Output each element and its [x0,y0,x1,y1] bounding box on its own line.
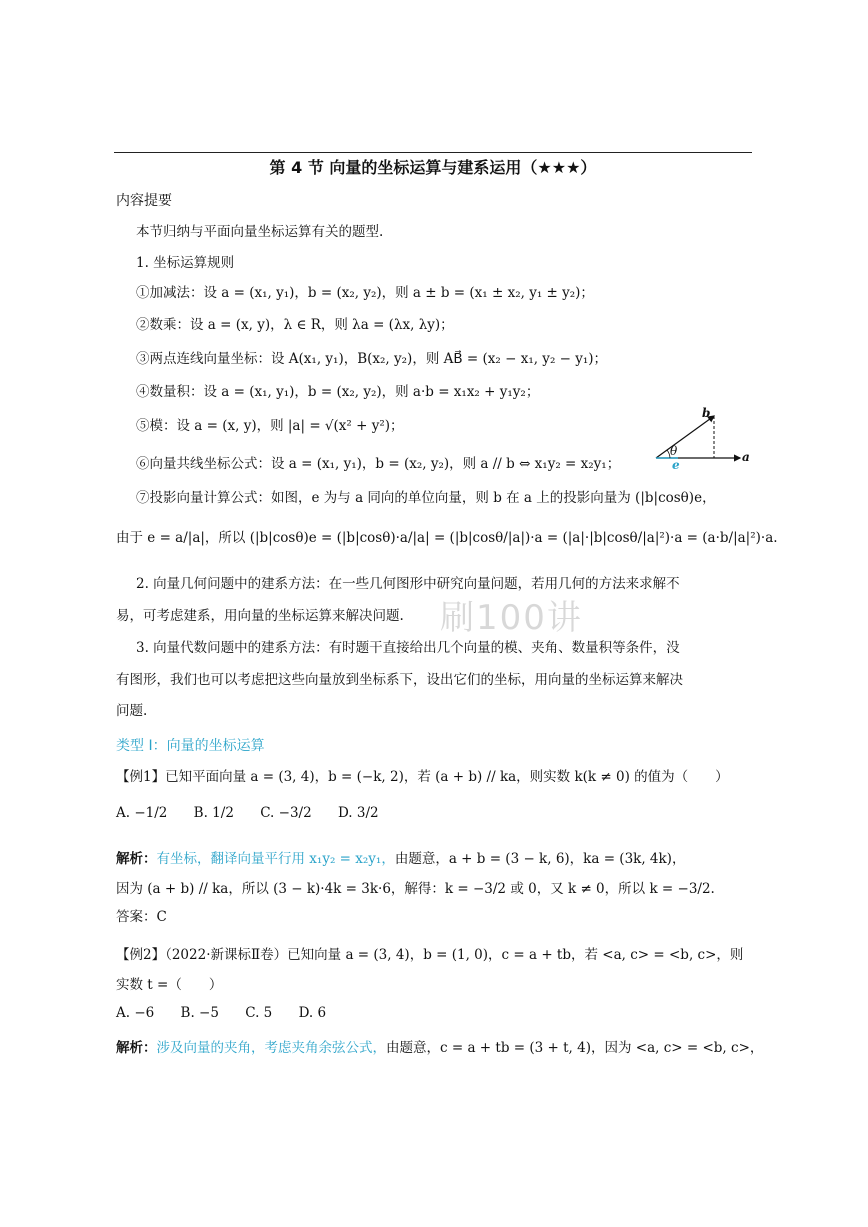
rule-projection-derivation: 由于 e = a/|a|，所以 (|b|cosθ)e = (|b|cosθ)·a/|a| = (|b|cosθ/|a|)·a = (|a|·|b|cosθ/|a|²)·a = (a·b/|a|²)·a. [116,530,778,546]
option-c: C. −3/2 [260,805,312,821]
analysis-text: 由题意，a + b = (3 − k, 6)，ka = (3k, 4k)， [394,851,686,867]
method2-line1: 2. 向量几何问题中的建系方法：在一些几何图形中研究向量问题，若用几何的方法来求解不 [136,576,680,592]
title-rule [114,152,752,153]
option-c: C. 5 [245,1005,273,1021]
rule-add-sub: ①加减法：设 a = (x₁, y₁)，b = (x₂, y₂)，则 a ± b = (x₁ ± x₂, y₁ ± y₂)； [136,285,594,301]
summary-heading: 内容提要 [116,193,172,209]
projection-figure [652,406,752,470]
example1-question: 【例1】已知平面向量 a = (3, 4)，b = (−k, 2)，若 (a + b) // ka，则实数 k(k ≠ 0) 的值为（ ） [116,769,729,785]
method3-line1: 3. 向量代数问题中的建系方法：有时题干直接给出几个向量的模、夹角、数量积等条件，没 [136,640,680,656]
rule-projection: ⑦投影向量计算公式：如图，e 为与 a 同向的单位向量，则 b 在 a 上的投影向量为 (|b|cosθ)e， [136,490,716,506]
option-b: B. −5 [180,1005,219,1021]
rule-collinear: ⑥向量共线坐标公式：设 a = (x₁, y₁)，b = (x₂, y₂)，则 a // b ⇔ x₁y₂ = x₂y₁； [136,456,621,472]
example1-analysis-line2: 因为 (a + b) // ka，所以 (3 − k)·4k = 3k·6，解得：k = −3/2 或 0，又 k ≠ 0，所以 k = −3/2. [116,881,715,897]
rule-dot-product: ④数量积：设 a = (x₁, y₁)，b = (x₂, y₂)，则 a·b = x₁x₂ + y₁y₂； [136,384,540,400]
example2-options [116,1005,348,1021]
intro-text: 本节归纳与平面向量坐标运算有关的题型. [136,224,384,240]
vector-b-arrow [656,416,714,458]
page-title: 第 4 节 向量的坐标运算与建系运用（★★★） [269,158,597,177]
option-b: B. 1/2 [193,805,234,821]
type-heading: 类型 I：向量的坐标运算 [116,738,265,754]
analysis-hint: 有坐标，翻译向量平行用 x₁y₂ = x₂y₁， [156,851,395,867]
analysis-label: 解析： [116,1040,157,1056]
watermark: 刷100讲 [440,598,583,638]
label-theta: θ [670,444,678,458]
option-d: D. 3/2 [337,805,379,821]
analysis-hint: 涉及向量的夹角，考虑夹角余弦公式， [156,1040,386,1056]
method3-line3: 问题. [116,703,148,719]
label-a: a [742,450,750,464]
option-d: D. 6 [298,1005,327,1021]
example2-question: 【例2】（2022·新课标Ⅱ卷）已知向量 a = (3, 4)，b = (1, 0)，c = a + tb，若 <a, c> = <b, c>，则 [116,947,744,963]
label-e: e [672,458,680,472]
example1-analysis [116,847,685,867]
option-a: A. −1/2 [116,805,168,821]
rule-two-points: ③两点连线向量坐标：设 A(x₁, y₁)，B(x₂, y₂)，则 AB⃗ = (x₂ − x₁, y₂ − y₁)； [136,351,608,367]
option-a: A. −6 [116,1005,155,1021]
analysis-text: 由题意，c = a + tb = (3 + t, 4)，因为 <a, c> = <b, c>， [386,1040,764,1056]
rule-scalar: ②数乘：设 a = (x, y)，λ ∈ R，则 λa = (λx, λy)； [136,317,454,333]
example2-question-line2: 实数 t =（ ） [116,977,223,993]
example1-answer: 答案：C [116,909,167,925]
example2-analysis [116,1036,763,1056]
method3-line2: 有图形，我们也可以考虑把这些向量放到坐标系下，设出它们的坐标，用向量的坐标运算来解决 [116,672,683,688]
label-b: b [702,406,711,420]
example1-options [116,805,401,821]
rules-heading: 1. 坐标运算规则 [136,255,235,271]
analysis-label: 解析： [116,851,157,867]
rule-magnitude: ⑤模：设 a = (x, y)，则 |a| = √(x² + y²)； [136,418,404,434]
method2-line2: 易，可考虑建系，用向量的坐标运算来解决问题. [116,608,404,624]
